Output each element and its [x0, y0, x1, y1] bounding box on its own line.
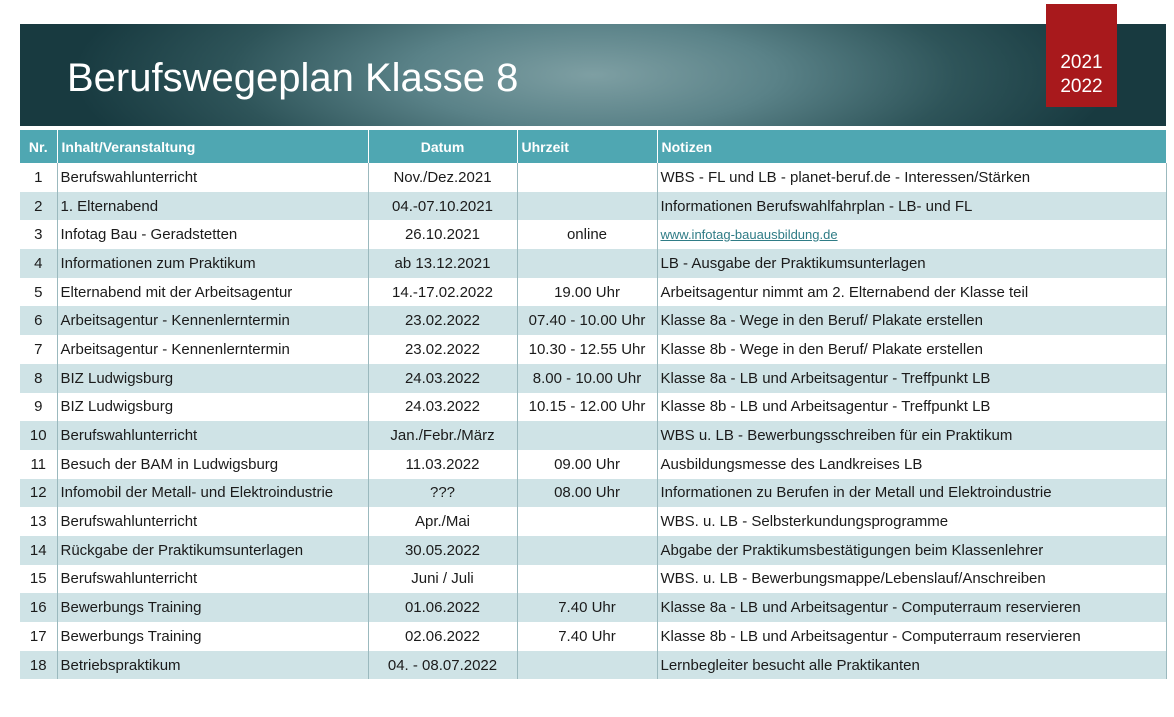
table-row — [20, 593, 1166, 622]
title-banner — [20, 24, 1166, 126]
row-time: 08.00 Uhr — [517, 479, 657, 508]
row-notes: WBS. u. LB - Selbsterkundungsprogramme — [657, 507, 1166, 536]
row-number: 12 — [20, 479, 57, 508]
row-notes: Informationen Berufswahlfahrplan - LB- und FL — [657, 192, 1166, 221]
table-header-row — [20, 130, 1166, 163]
row-notes: Klasse 8a - Wege in den Beruf/ Plakate erstellen — [657, 306, 1166, 335]
row-event: BIZ Ludwigsburg — [57, 364, 368, 393]
table-body — [20, 163, 1166, 679]
table-row — [20, 163, 1166, 192]
table-row — [20, 192, 1166, 221]
row-event: Informationen zum Praktikum — [57, 249, 368, 278]
row-number: 1 — [20, 163, 57, 192]
row-time: online — [517, 220, 657, 249]
row-event: Arbeitsagentur - Kennenlerntermin — [57, 306, 368, 335]
row-date: 24.03.2022 — [368, 393, 517, 422]
row-number: 14 — [20, 536, 57, 565]
table-row — [20, 651, 1166, 680]
row-event: BIZ Ludwigsburg — [57, 393, 368, 422]
row-event: Infomobil der Metall- und Elektroindustrie — [57, 479, 368, 508]
row-time: 10.30 - 12.55 Uhr — [517, 335, 657, 364]
row-notes: LB - Ausgabe der Praktikumsunterlagen — [657, 249, 1166, 278]
row-date: 01.06.2022 — [368, 593, 517, 622]
row-time — [517, 163, 657, 192]
table-row — [20, 421, 1166, 450]
row-event: 1. Elternabend — [57, 192, 368, 221]
row-time: 07.40 - 10.00 Uhr — [517, 306, 657, 335]
row-notes: Klasse 8a - LB und Arbeitsagentur - Treffpunkt LB — [657, 364, 1166, 393]
row-notes: Klasse 8b - LB und Arbeitsagentur - Computerraum reservieren — [657, 622, 1166, 651]
row-date: 24.03.2022 — [368, 364, 517, 393]
row-time: 09.00 Uhr — [517, 450, 657, 479]
column-header-date: Datum — [368, 130, 517, 163]
row-number: 9 — [20, 393, 57, 422]
row-date: ab 13.12.2021 — [368, 249, 517, 278]
row-notes: WBS - FL und LB - planet-beruf.de - Interessen/Stärken — [657, 163, 1166, 192]
row-time — [517, 565, 657, 594]
table-row — [20, 393, 1166, 422]
row-time: 7.40 Uhr — [517, 593, 657, 622]
row-number: 3 — [20, 220, 57, 249]
row-event: Berufswahlunterricht — [57, 507, 368, 536]
table-row — [20, 479, 1166, 508]
row-event: Betriebspraktikum — [57, 651, 368, 680]
row-date: 23.02.2022 — [368, 306, 517, 335]
table-row — [20, 220, 1166, 249]
row-event: Bewerbungs Training — [57, 593, 368, 622]
row-date: 04.-07.10.2021 — [368, 192, 517, 221]
row-date: Apr./Mai — [368, 507, 517, 536]
row-time — [517, 192, 657, 221]
row-number: 11 — [20, 450, 57, 479]
row-event: Arbeitsagentur - Kennenlerntermin — [57, 335, 368, 364]
row-number: 4 — [20, 249, 57, 278]
table-row — [20, 278, 1166, 307]
table-row — [20, 450, 1166, 479]
year-end: 2022 — [1060, 76, 1103, 97]
table-row — [20, 335, 1166, 364]
row-time — [517, 421, 657, 450]
row-event: Infotag Bau - Geradstetten — [57, 220, 368, 249]
row-number: 6 — [20, 306, 57, 335]
row-number: 13 — [20, 507, 57, 536]
row-notes: Arbeitsagentur nimmt am 2. Elternabend der Klasse teil — [657, 278, 1166, 307]
row-date: 14.-17.02.2022 — [368, 278, 517, 307]
row-notes: Abgabe der Praktikumsbestätigungen beim Klassenlehrer — [657, 536, 1166, 565]
year-start: 2021 — [1060, 52, 1103, 73]
row-time: 7.40 Uhr — [517, 622, 657, 651]
row-time — [517, 651, 657, 680]
row-date: 26.10.2021 — [368, 220, 517, 249]
notes-link[interactable]: www.infotag-bauausbildung.de — [660, 227, 838, 243]
row-number: 15 — [20, 565, 57, 594]
column-header-nr: Nr. — [20, 130, 57, 163]
row-event: Bewerbungs Training — [57, 622, 368, 651]
row-number: 17 — [20, 622, 57, 651]
row-time: 10.15 - 12.00 Uhr — [517, 393, 657, 422]
row-time — [517, 536, 657, 565]
table-row — [20, 249, 1166, 278]
row-number: 10 — [20, 421, 57, 450]
row-notes: Klasse 8a - LB und Arbeitsagentur - Computerraum reservieren — [657, 593, 1166, 622]
row-time: 19.00 Uhr — [517, 278, 657, 307]
table-row — [20, 565, 1166, 594]
row-number: 16 — [20, 593, 57, 622]
row-time — [517, 249, 657, 278]
row-time: 8.00 - 10.00 Uhr — [517, 364, 657, 393]
row-notes: Klasse 8b - LB und Arbeitsagentur - Treffpunkt LB — [657, 393, 1166, 422]
row-notes: WBS. u. LB - Bewerbungsmappe/Lebenslauf/Anschreiben — [657, 565, 1166, 594]
row-number: 5 — [20, 278, 57, 307]
row-event: Berufswahlunterricht — [57, 163, 368, 192]
table-row — [20, 306, 1166, 335]
row-event: Berufswahlunterricht — [57, 565, 368, 594]
row-number: 8 — [20, 364, 57, 393]
row-notes: WBS u. LB - Bewerbungsschreiben für ein Praktikum — [657, 421, 1166, 450]
table-row — [20, 536, 1166, 565]
column-header-event: Inhalt/Veranstaltung — [57, 130, 368, 163]
table-row — [20, 364, 1166, 393]
row-time — [517, 507, 657, 536]
row-number: 18 — [20, 651, 57, 680]
row-notes — [657, 220, 1166, 249]
row-date: 11.03.2022 — [368, 450, 517, 479]
row-event: Besuch der BAM in Ludwigsburg — [57, 450, 368, 479]
row-number: 2 — [20, 192, 57, 221]
row-date: Juni / Juli — [368, 565, 517, 594]
row-event: Elternabend mit der Arbeitsagentur — [57, 278, 368, 307]
row-date: 02.06.2022 — [368, 622, 517, 651]
schedule-table — [20, 130, 1167, 679]
column-header-notes: Notizen — [657, 130, 1166, 163]
row-notes: Lernbegleiter besucht alle Praktikanten — [657, 651, 1166, 680]
column-header-time: Uhrzeit — [517, 130, 657, 163]
row-event: Berufswahlunterricht — [57, 421, 368, 450]
row-notes: Ausbildungsmesse des Landkreises LB — [657, 450, 1166, 479]
page-title: Berufswegeplan Klasse 8 — [67, 56, 519, 100]
school-year-badge — [1046, 4, 1117, 107]
row-date: ??? — [368, 479, 517, 508]
row-notes: Klasse 8b - Wege in den Beruf/ Plakate erstellen — [657, 335, 1166, 364]
row-date: Jan./Febr./März — [368, 421, 517, 450]
row-date: 30.05.2022 — [368, 536, 517, 565]
table-row — [20, 622, 1166, 651]
row-date: 04. - 08.07.2022 — [368, 651, 517, 680]
table-row — [20, 507, 1166, 536]
row-notes: Informationen zu Berufen in der Metall und Elektroindustrie — [657, 479, 1166, 508]
row-event: Rückgabe der Praktikumsunterlagen — [57, 536, 368, 565]
row-number: 7 — [20, 335, 57, 364]
row-date: Nov./Dez.2021 — [368, 163, 517, 192]
row-date: 23.02.2022 — [368, 335, 517, 364]
